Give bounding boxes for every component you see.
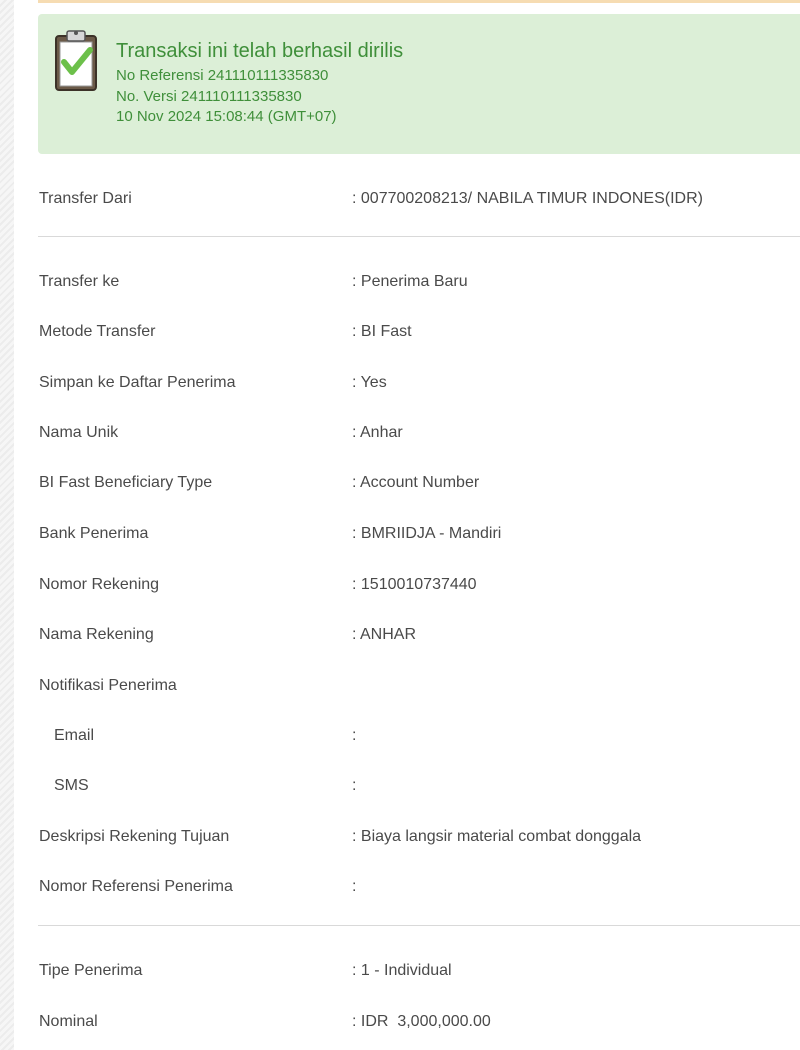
row-label: Nominal: [39, 1013, 98, 1030]
row-bank-penerima: [0, 522, 800, 546]
row-metode-transfer: [0, 320, 800, 344]
clipboard-check-icon: [52, 28, 100, 94]
row-label: Transfer Dari: [39, 190, 132, 207]
row-label: Tipe Penerima: [39, 962, 143, 979]
row-notifikasi-penerima: [0, 674, 800, 698]
row-value: : Account Number: [352, 474, 480, 491]
row-value: : IDR 3,000,000.00: [352, 1013, 491, 1030]
row-label: Notifikasi Penerima: [39, 677, 177, 694]
row-label: BI Fast Beneficiary Type: [39, 474, 213, 491]
row-label: Nomor Referensi Penerima: [39, 878, 233, 895]
row-label: Nama Unik: [39, 424, 119, 441]
row-label: Nomor Rekening: [39, 576, 160, 593]
row-label: SMS: [54, 777, 89, 794]
row-tipe-penerima: [0, 959, 800, 983]
row-label: Metode Transfer: [39, 323, 156, 340]
row-value: : Biaya langsir material combat donggala: [352, 828, 642, 845]
banner-title: Transaksi ini telah berhasil dirilis: [116, 40, 404, 62]
section-divider: [38, 925, 800, 926]
row-value: :: [352, 727, 357, 744]
row-sms: [0, 774, 800, 798]
row-value: : Yes: [352, 374, 387, 391]
row-nama-unik: [0, 421, 800, 445]
row-nomor-rekening: [0, 573, 800, 597]
success-banner: [38, 14, 800, 154]
row-label: Bank Penerima: [39, 525, 149, 542]
row-label: Transfer ke: [39, 273, 120, 290]
row-value: : Penerima Baru: [352, 273, 468, 290]
row-value: : Anhar: [352, 424, 403, 441]
row-value: : ANHAR: [352, 626, 417, 643]
row-label: Simpan ke Daftar Penerima: [39, 374, 236, 391]
row-bi-fast-type: [0, 471, 800, 495]
row-transfer-ke: [0, 270, 800, 294]
row-label: Nama Rekening: [39, 626, 154, 643]
row-value: : 1510010737440: [352, 576, 477, 593]
row-nominal: [0, 1010, 800, 1034]
row-value: :: [352, 878, 357, 895]
row-label: Deskripsi Rekening Tujuan: [39, 828, 230, 845]
section-divider: [38, 236, 800, 237]
reference-number: No Referensi 241110111335830: [116, 67, 329, 84]
row-value: : BI Fast: [352, 323, 412, 340]
banner-text-block: [116, 38, 403, 128]
row-label: Email: [54, 727, 95, 744]
row-deskripsi-rekening: [0, 825, 800, 849]
row-value: : 1 - Individual: [352, 962, 452, 979]
row-email: [0, 724, 800, 748]
row-nomor-referensi-penerima: [0, 875, 800, 899]
row-value: : BMRIIDJA - Mandiri: [352, 525, 502, 542]
version-number: No. Versi 241110111335830: [116, 87, 302, 105]
row-nama-rekening: [0, 623, 800, 647]
top-accent-line: [38, 0, 800, 3]
row-value: :: [352, 777, 357, 794]
row-transfer-dari: [0, 187, 800, 211]
row-simpan-daftar: [0, 371, 800, 395]
transaction-timestamp: 10 Nov 2024 15:08:44 (GMT+07): [116, 108, 337, 125]
row-value: : 007700208213/ NABILA TIMUR INDONES(IDR): [352, 190, 703, 207]
